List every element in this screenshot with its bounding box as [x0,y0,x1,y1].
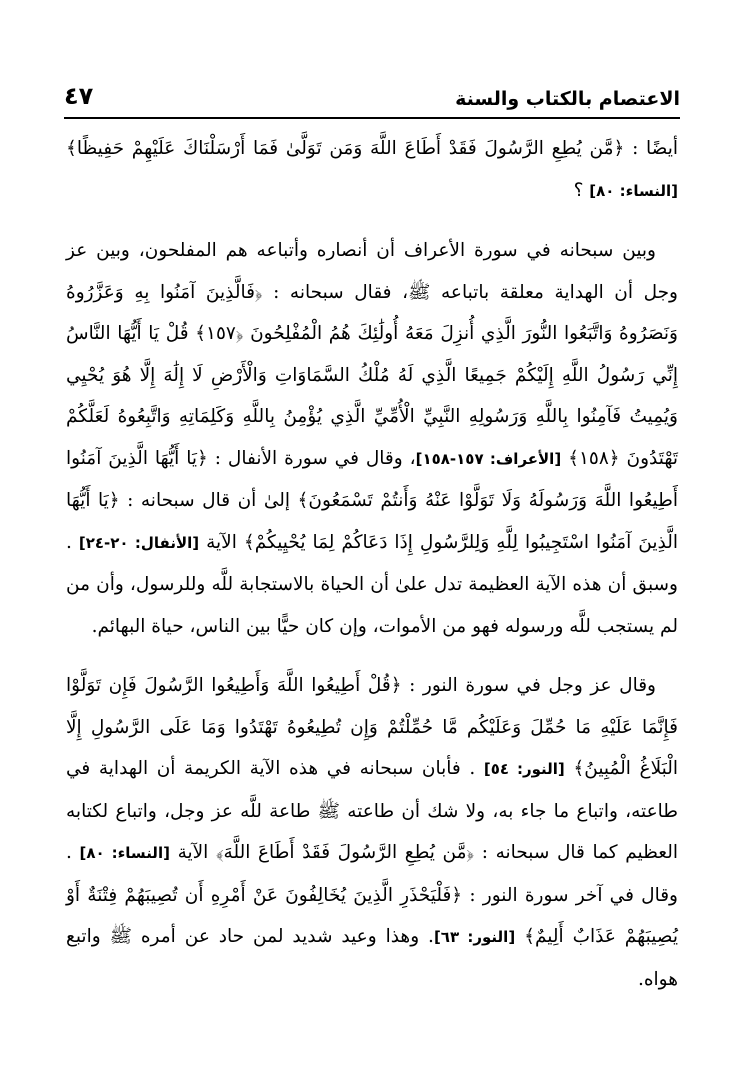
text: . فأبان سبحانه في هذه الآية الكريمة أن الهداية في طاعته، واتباع ما جاء به، ولا شك أن طاعته ﷺ طاعة للَّه عز وجل، واتباع لكتابه العظيم كما قال سبحانه : [66,758,678,863]
quran-verse: ﴿مَّن يُطِعِ الرَّسُولَ فَقَدْ أَطَاعَ اللَّهَ﴾ [215,842,475,863]
page-body [66,128,678,1018]
paragraph-3 [66,665,678,1000]
paragraph-2 [66,230,678,647]
text: إلىٰ أن قال سبحانه : [119,490,298,511]
text: ، وقال في سورة الأنفال : [207,447,416,469]
quran-verse: ﴿مَّن يُطِعِ الرَّسُولَ فَقَدْ أَطَاعَ اللَّهَ وَمَن تَوَلَّىٰ فَمَا أَرْسَلْنَاكَ عَلَيْهِمْ حَفِيظًا﴾ [66,138,625,159]
text: ؟ [573,179,590,201]
verse-reference: [النساء: ٨٠] [589,181,678,200]
header-title: الاعتصام بالكتاب والسنة [455,88,680,110]
running-header [64,74,680,110]
header-rule [64,117,680,119]
quran-verse: ﴿فَلْيَحْذَرِ الَّذِينَ يُخَالِفُونَ عَنْ أَمْرِهِ أَن تُصِيبَهُمْ فِتْنَةٌ أَوْ يُصِيبَهُمْ عَذَابٌ أَلِيمٌ﴾ [66,884,679,947]
verse-reference: [الأنفال: ٢٠-٢٤] [78,533,200,552]
quran-verse: ﴿فَالَّذِينَ آمَنُوا بِهِ وَعَزَّرُوهُ وَنَصَرُوهُ وَاتَّبَعُوا النُّورَ الَّذِي أُنزِلَ مَعَهُ أُولَٰئِكَ هُمُ الْمُفْلِحُونَ ﴿١٥٧﴾ قُلْ يَا أَيُّهَا النَّاسُ إِنِّي رَسُولُ اللَّهِ إِلَيْكُمْ جَمِيعًا الَّذِي لَهُ مُلْكُ السَّمَاوَاتِ وَالْأَرْضِ لَا إِلَٰهَ إِلَّا هُوَ يُحْيِي وَيُمِيتُ فَآمِنُوا بِاللَّهِ وَرَسُولِهِ النَّبِيِّ الْأُمِّيِّ الَّذِي يُؤْمِنُ بِاللَّهِ وَكَلِمَاتِهِ وَاتَّبِعُوهُ لَعَلَّكُمْ تَهْتَدُونَ ﴿١٥٨﴾ [66,281,679,469]
text: وبين سبحانه في سورة الأعراف أن أنصاره وأتباعه هم المفلحون، وبين عز وجل أن الهداية معلقة باتباعه ﷺ، فقال سبحانه : [66,240,678,303]
text: . وسبق أن هذه الآية العظيمة تدل علىٰ أن الحياة بالاستجابة للَّه وللرسول، وأن من لم يستجب للَّه ورسوله فهو من الأموات، وإن كان حيًّا بين الناس، حياة البهائم. [66,531,678,637]
page-number: ٤٧ [64,82,94,110]
verse-reference: [الأعراف: ١٥٧-١٥٨] [415,449,562,468]
quran-verse: ﴿يَا أَيُّهَا الَّذِينَ آمَنُوا أَطِيعُوا اللَّهَ وَرَسُولَهُ وَلَا تَوَلَّوْا عَنْهُ وَأَنتُمْ تَسْمَعُونَ﴾ [66,447,678,511]
quran-verse: ﴿يَا أَيُّهَا الَّذِينَ آمَنُوا اسْتَجِيبُوا لِلَّهِ وَلِلرَّسُولِ إِذَا دَعَاكُمْ لِمَا يُحْيِيكُمْ﴾ [66,490,678,553]
verse-reference: [النور: ٥٤] [483,760,565,778]
verse-reference: [النساء: ٨٠] [79,844,170,862]
text: الآية [169,842,216,863]
quran-verse: ﴿قُلْ أَطِيعُوا اللَّهَ وَأَطِيعُوا الرَّسُولَ فَإِن تَوَلَّوْا فَإِنَّمَا عَلَيْهِ مَا حُمِّلَ وَعَلَيْكُم مَّا حُمِّلْتُمْ وَإِن تُطِيعُوهُ تَهْتَدُوا وَمَا عَلَى الرَّسُولِ إِلَّا الْبَلَاغُ الْمُبِينُ﴾ [66,675,678,779]
text: الآية [199,531,244,553]
text: . وقال في آخر سورة النور : [66,842,678,906]
verse-reference: [النور: ٦٣] [433,928,516,946]
text: وقال عز وجل في سورة النور : [401,675,656,696]
paragraph-1 [66,128,678,212]
text: . وهذا وعيد شديد لمن حاد عن أمره ﷺ واتبع هواه. [66,926,678,990]
text: أيضًا : [624,138,679,159]
